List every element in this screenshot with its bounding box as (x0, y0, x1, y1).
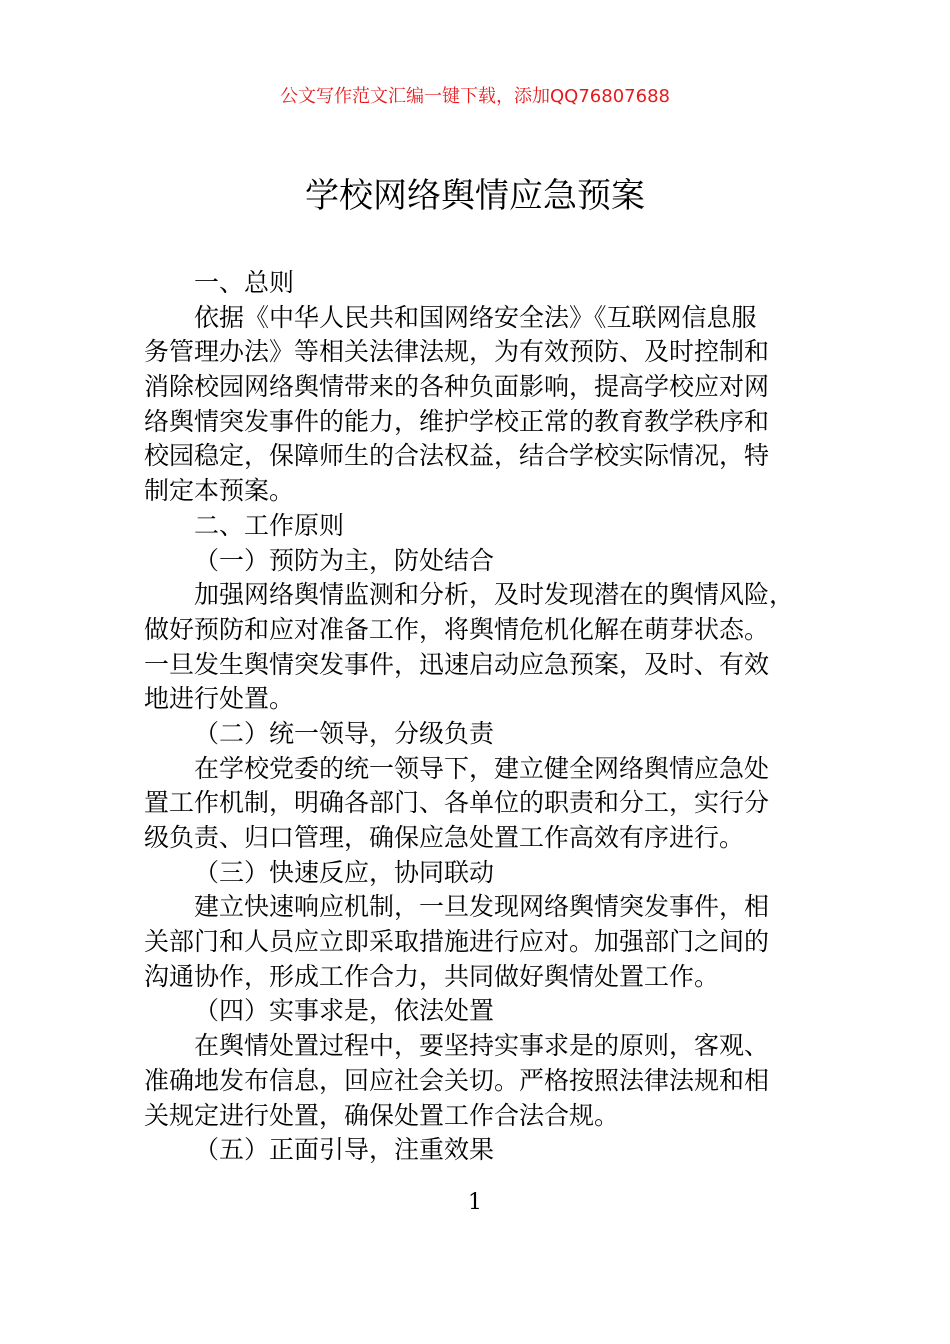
paragraph-line: 建立快速响应机制，一旦发现网络舆情突发事件，相 (194, 892, 770, 922)
paragraph-line: 关规定进行处置，确保处置工作合法合规。 (144, 1100, 620, 1130)
paragraph-line: 沟通协作，形成工作合力，共同做好舆情处置工作。 (144, 961, 720, 991)
paragraph-line: 消除校园网络舆情带来的各种负面影响，提高学校应对网 (144, 372, 770, 402)
subheading-positive-guidance: （五）正面引导，注重效果 (194, 1135, 495, 1165)
paragraph-line: 加强网络舆情监测和分析，及时发现潜在的舆情风险， (194, 580, 795, 610)
paragraph-line: 务管理办法》等相关法律法规，为有效预防、及时控制和 (144, 337, 770, 367)
paragraph-line: 准确地发布信息，回应社会关切。严格按照法律法规和相 (144, 1065, 770, 1095)
paragraph-line: 关部门和人员应立即采取措施进行应对。加强部门之间的 (144, 927, 770, 957)
document-body (144, 266, 830, 1168)
page-number: 1 (468, 1190, 482, 1215)
paragraph-line: 络舆情突发事件的能力，维护学校正常的教育教学秩序和 (144, 406, 770, 436)
paragraph-line: 在舆情处置过程中，要坚持实事求是的原则，客观、 (194, 1031, 770, 1061)
paragraph-line: 依据《中华人民共和国网络安全法》《互联网信息服 (194, 302, 757, 332)
subheading-prevention: （一）预防为主，防处结合 (194, 545, 495, 575)
document-title: 学校网络舆情应急预案 (305, 176, 645, 216)
section-heading-general: 一、总则 (194, 268, 295, 297)
subheading-rapid-response: （三）快速反应，协同联动 (194, 857, 495, 887)
paragraph-line: 在学校党委的统一领导下，建立健全网络舆情应急处 (194, 753, 770, 783)
paragraph-line: 置工作机制，明确各部门、各单位的职责和分工，实行分 (144, 788, 770, 818)
paragraph-line: 制定本预案。 (144, 476, 295, 506)
subheading-unified-leadership: （二）统一领导，分级负责 (194, 718, 495, 748)
paragraph-line: 做好预防和应对准备工作，将舆情危机化解在萌芽状态。 (144, 614, 770, 644)
header-download-note: 公文写作范文汇编一键下载，添加QQ76807688 (280, 86, 670, 107)
section-heading-principles: 二、工作原则 (194, 510, 345, 540)
subheading-lawful-handling: （四）实事求是，依法处置 (194, 996, 495, 1026)
paragraph-line: 地进行处置。 (144, 684, 295, 714)
paragraph-line: 一旦发生舆情突发事件，迅速启动应急预案，及时、有效 (144, 649, 770, 679)
paragraph-line: 级负责、归口管理，确保应急处置工作高效有序进行。 (144, 823, 745, 852)
paragraph-line: 校园稳定，保障师生的合法权益，结合学校实际情况，特 (144, 441, 770, 471)
